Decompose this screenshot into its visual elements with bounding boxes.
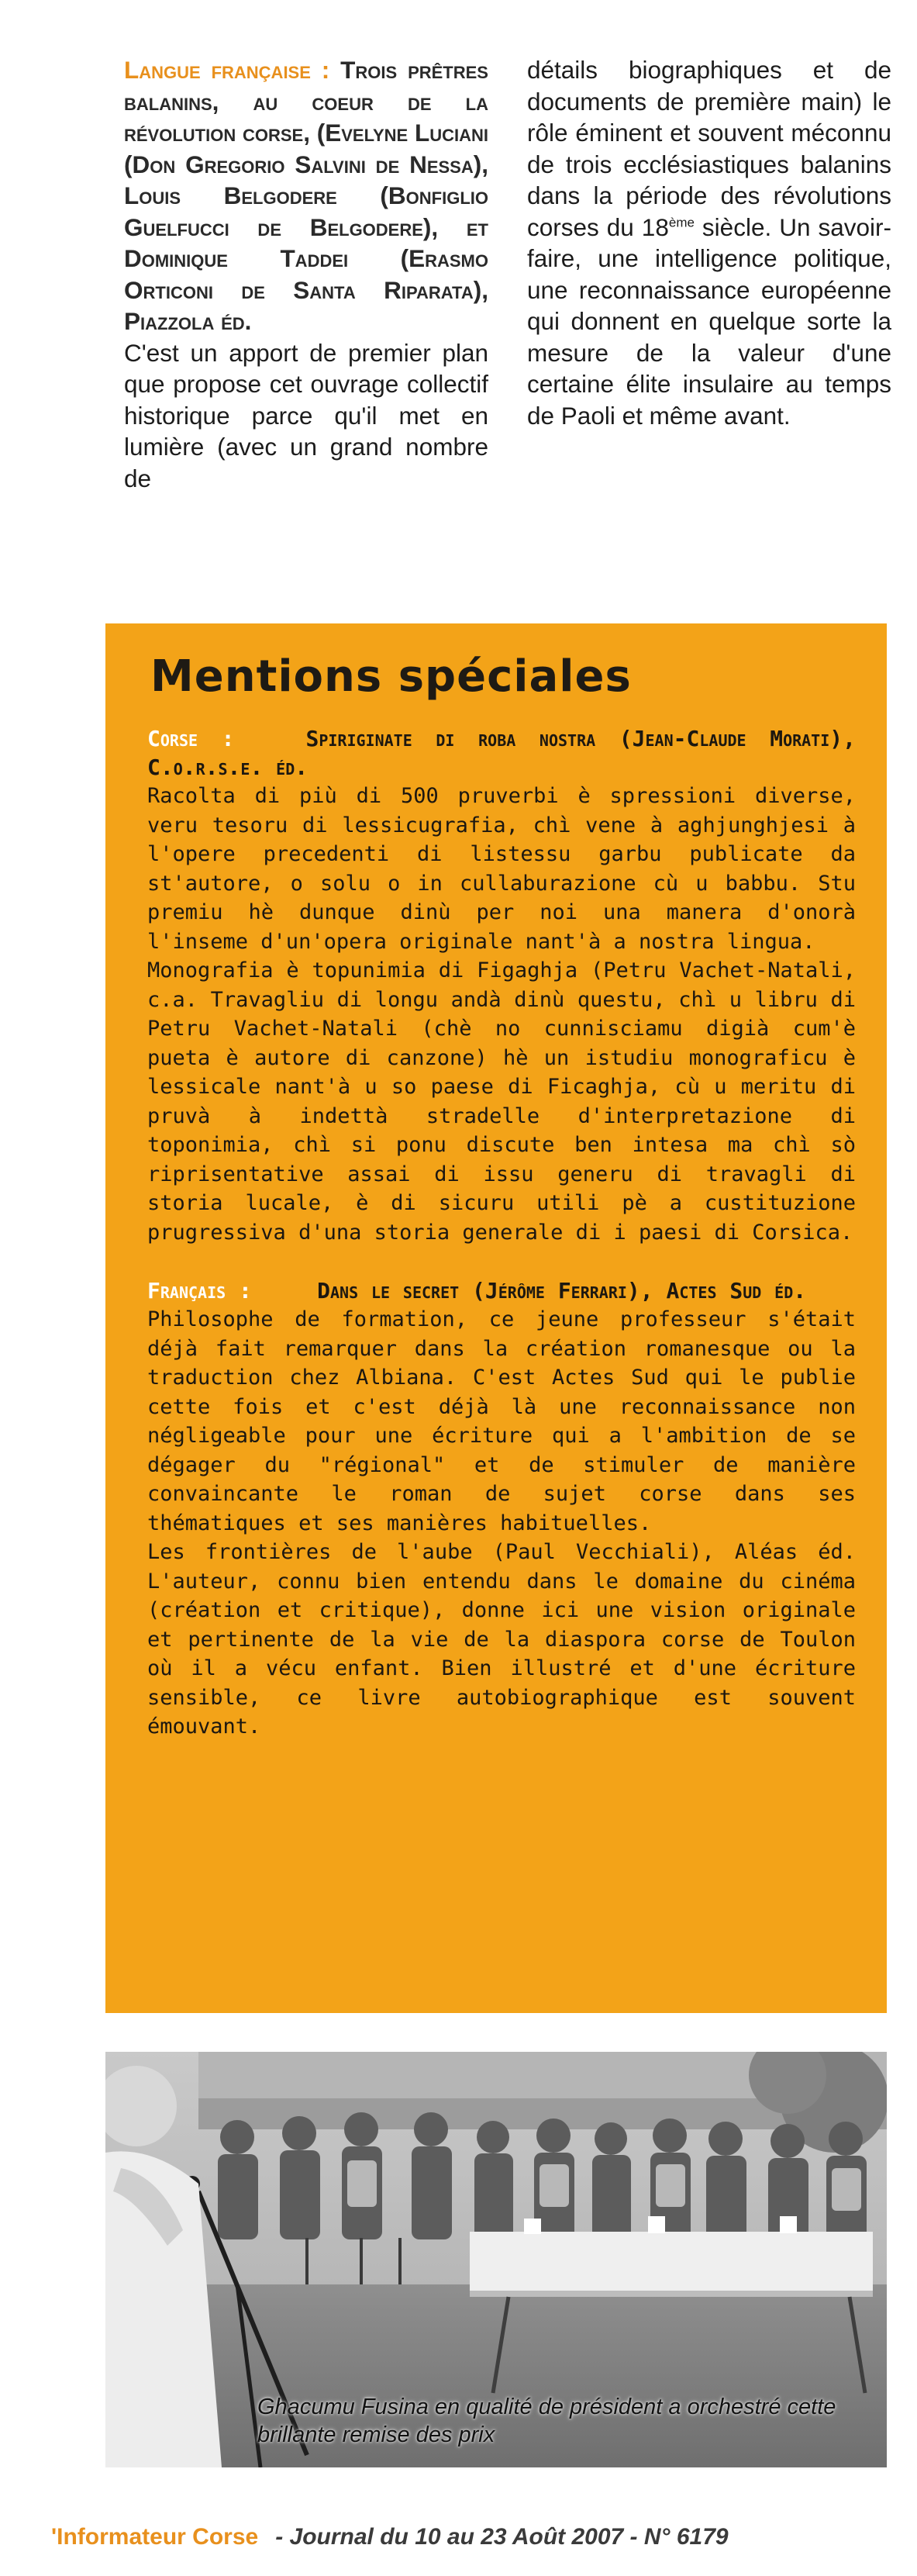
book-review-article xyxy=(124,54,891,494)
francais-heading xyxy=(147,1276,856,1305)
footer-issue-info: - Journal du 10 au 23 Août 2007 - N° 6179 xyxy=(275,2524,729,2550)
article-left-column xyxy=(124,54,488,494)
corse-paragraph-2: Monografia è topunimia di Figaghja (Petru Vachet-Natali, c.a. Travagliu di longu andà dinù questu, chì u libru di Petru Vachet-Natali (chè no cunnisciamu digià cum'è pueta è autore di canzone) hè un istudiu monograficu è lessicale nant'à u so paese di Ficaghja, cù u meritu di pruvà à indettà stradelle d'interpretazione di toponimia, chì si ponu discute ben intesa ma chì sò riprisentative assai di issu generu di travagli di storia lucale, è di sicuru utili pè a custituzione prugressiva d'una storia generale di i paesi di Corsica. xyxy=(147,958,856,1245)
corse-section xyxy=(147,724,856,1247)
article-right-body xyxy=(527,54,891,431)
francais-paragraph-1: Philosophe de formation, ce jeune professeur s'était déjà fait remarquer dans la création romanesque ou la traduction chez Albiana. C'est Actes Sud qui le publie cette fois et c'est déjà là une reconnaissance non négligeable pour une écriture qui a l'ambition de se dégager du "régional" et de stimuler de manière convaincante le roman de sujet corse dans ses thématiques et ses manières habituelles. xyxy=(147,1307,856,1535)
francais-paragraph-2: Les frontières de l'aube (Paul Vecchiali), Aléas éd. L'auteur, connu bien entendu dans le domaine du cinéma (création et critique), donne ici une vision originale et pertinente de la vie de la diaspora corse de Toulon où il a vécu enfant. Bien illustré et d'une écriture sensible, ce livre autobiographique est souvent émouvant. xyxy=(147,1540,856,1739)
francais-book-title: Dans le secret (Jérôme Ferrari), Actes Sud éd. xyxy=(317,1278,807,1304)
award-ceremony-photo xyxy=(105,2052,887,2467)
footer-brand: 'Informateur Corse xyxy=(51,2524,259,2550)
corse-heading xyxy=(147,724,856,782)
mentions-speciales-box xyxy=(105,623,887,2013)
right-body-part-1: détails biographiques et de documents de première main) le rôle éminent et souvent méconnu de trois ecclésiastiques balanins dans la période des révolutions corses du 18 xyxy=(527,56,891,241)
page-footer xyxy=(51,2520,896,2554)
article-right-column xyxy=(527,54,891,494)
article-intro xyxy=(124,54,488,337)
francais-category: Français : xyxy=(147,1278,252,1304)
article-left-body: C'est un apport de premier plan que propose cet ouvrage collectif historique parce qu'il met en lumière (avec un grand nombre de xyxy=(124,338,488,492)
francais-section xyxy=(147,1276,856,1742)
intro-category: Langue française : xyxy=(124,56,330,84)
corse-paragraph-1: Racolta di più di 500 pruverbi è spressioni diverse, veru tesoru di lessicugrafia, chì vene à aghjunghjesi à l'opere precedenti di listessu garbu publicate da st'autore, o solu o in cullaburazione cù u babbu. Stu premiu hè dunque dinù per noi una manera d'onorà l'inseme d'un'opera originale nant'à a nostra lingua. xyxy=(147,784,856,954)
right-body-part-2: siècle. Un savoir-faire, une intelligence politique, une reconnaissance européenne qui donnent en quelque sorte la mesure de la valeur d'une certaine élite insulaire au temps de Paoli et même avant. xyxy=(527,212,892,430)
mentions-title: Mentions spéciales xyxy=(150,651,632,702)
intro-book-title: Trois prêtres balanins, au coeur de la révolution corse, (Evelyne Luciani (Don Gregorio Salvini de Nessa), Louis Belgodere (Bonfiglio Guelfucci de Belgodere), et Dominique Taddei (Erasmo Orticoni de Santa Riparata), Piazzola éd. xyxy=(124,56,488,335)
century-superscript: ème xyxy=(668,215,695,230)
section-spacer xyxy=(147,1247,856,1276)
corse-book-title: Spiriginate di roba nostra (Jean-Claude Morati), C.o.r.s.e. éd. xyxy=(147,726,856,780)
corse-category: Corse : xyxy=(147,726,235,751)
photo-caption: Ghacumu Fusina en qualité de président a orchestré cette brillante remise des prix xyxy=(257,2395,836,2447)
